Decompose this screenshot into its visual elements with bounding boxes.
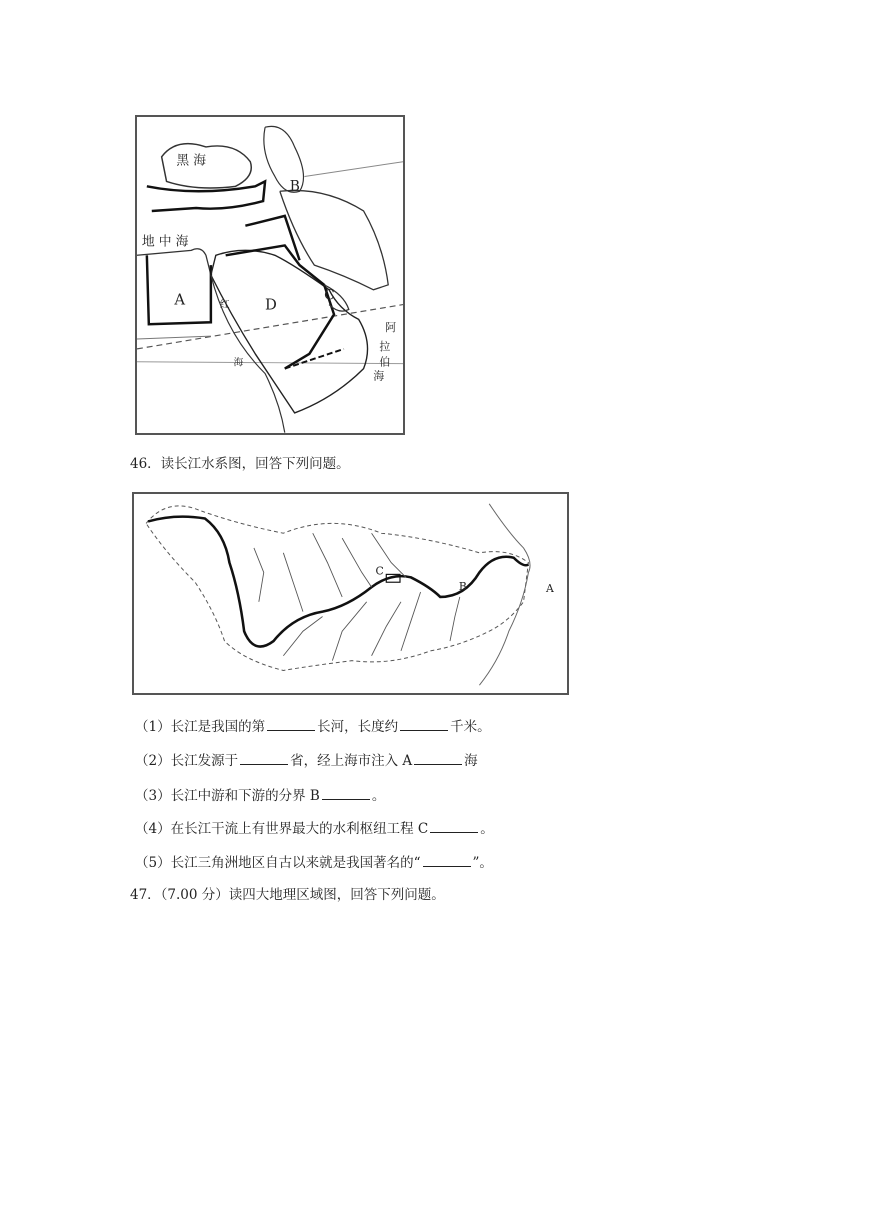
answer-blank[interactable] bbox=[267, 716, 315, 731]
q46-item-3: （3）长江中游和下游的分界 B 。 bbox=[135, 785, 385, 805]
label-mediterranean: 地 中 海 bbox=[141, 234, 189, 250]
label-c: C bbox=[375, 564, 384, 578]
label-arabian-sea-2: 拉 bbox=[379, 339, 391, 353]
q46-item-1: （1）长江是我国的第 长河，长度约 千米。 bbox=[135, 716, 491, 736]
middle-east-map-drawing bbox=[137, 117, 403, 433]
yangtze-river-map bbox=[132, 492, 569, 695]
q46-item-4: （4）在长江干流上有世界最大的水利枢纽工程 C 。 bbox=[135, 818, 494, 838]
answer-blank[interactable] bbox=[430, 818, 478, 833]
answer-blank[interactable] bbox=[240, 750, 288, 765]
answer-blank[interactable] bbox=[423, 852, 471, 867]
label-b: B bbox=[289, 178, 300, 195]
label-b: B bbox=[458, 580, 467, 594]
middle-east-map bbox=[135, 115, 405, 435]
q46-item-2: （2）长江发源于 省，经上海市注入 A 海 bbox=[135, 750, 478, 770]
label-arabian-sea-3: 伯 bbox=[379, 355, 391, 369]
label-a: A bbox=[174, 291, 186, 309]
label-red-sea-1: 红 bbox=[219, 299, 230, 311]
label-arabian-sea-4: 海 bbox=[373, 369, 385, 383]
answer-blank[interactable] bbox=[414, 750, 462, 765]
q46-item-5: （5）长江三角洲地区自古以来就是我国著名的“ ”。 bbox=[135, 852, 493, 872]
label-arabian-sea-1: 阿 bbox=[385, 321, 397, 335]
answer-blank[interactable] bbox=[400, 716, 448, 731]
label-d: D bbox=[265, 296, 277, 314]
answer-blank[interactable] bbox=[322, 785, 370, 800]
label-a: A bbox=[546, 582, 554, 596]
q46-title: 46．读长江水系图，回答下列问题。 bbox=[130, 456, 350, 472]
label-red-sea-2: 海 bbox=[233, 357, 244, 369]
q47-title: 47．（7.00 分）读四大地理区域图，回答下列问题。 bbox=[130, 887, 445, 903]
label-c: C bbox=[324, 287, 335, 304]
label-black-sea: 黑 海 bbox=[176, 153, 207, 169]
yangtze-river-map-drawing bbox=[134, 494, 567, 693]
